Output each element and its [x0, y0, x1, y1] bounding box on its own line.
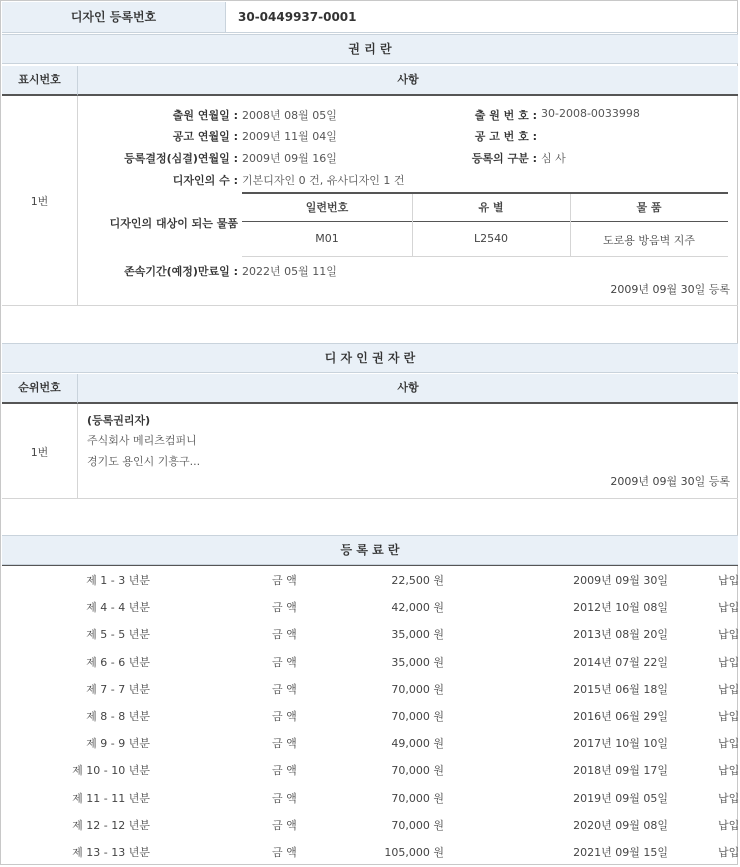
- fee-period: 제 10 - 10 년분: [72, 764, 150, 778]
- rights-row-number: 1번: [30, 195, 49, 208]
- expiry-date-label: 존속기간(예정)만료일 :: [124, 265, 238, 278]
- sub-table-header-serial: 일련번호: [305, 201, 349, 214]
- fee-row: [2, 784, 738, 811]
- owner-row-number: 1번: [30, 446, 49, 459]
- fee-paid-date: 2016년 06월 29일: [573, 710, 668, 723]
- fee-amount: 35,000 원: [391, 655, 444, 669]
- fee-paid-date: 2019년 09월 05일: [573, 791, 668, 805]
- fee-paid-date: 2014년 07월 22일: [573, 655, 668, 669]
- fee-row: [2, 648, 738, 675]
- registration-number-label: 디자인 등록번호: [2, 2, 226, 32]
- fee-status: 납입: [718, 601, 740, 615]
- fee-amount-label: 금 액: [272, 655, 297, 669]
- sub-table-cell-article: 도로용 방음벽 지주: [602, 234, 695, 247]
- fee-amount: 105,000 원: [384, 846, 444, 859]
- application-number-value: 30-2008-0033998: [541, 107, 640, 120]
- fee-paid-date: 2013년 08월 20일: [573, 628, 668, 642]
- owner-section-title: 디 자 인 권 자 란: [2, 343, 738, 373]
- fee-amount-label: 금 액: [272, 791, 297, 805]
- fee-amount: 70,000 원: [391, 791, 444, 805]
- fee-status: 납입: [718, 574, 740, 587]
- rights-section-bottom: [2, 305, 738, 306]
- fee-status: 납입: [718, 846, 740, 859]
- fee-amount-label: 금 액: [272, 818, 297, 832]
- fee-status: 납입: [718, 737, 740, 751]
- application-date-value: 2008년 08월 05일: [242, 109, 337, 122]
- registration-number-value: 30-0449937-0001: [238, 10, 357, 24]
- fee-status: 납입: [718, 791, 740, 805]
- owner-registered-date: 2009년 09월 30일 등록: [610, 475, 730, 488]
- fee-status: 납입: [718, 764, 740, 778]
- publication-date-value: 2009년 11월 04일: [242, 130, 337, 143]
- fee-amount: 42,000 원: [391, 601, 444, 615]
- rights-col-number-header: 표시번호: [2, 66, 77, 96]
- fee-row: [2, 566, 738, 593]
- fee-table: [0, 566, 740, 865]
- fee-period: 제 7 - 7 년분: [86, 682, 150, 696]
- fee-period: 제 13 - 13 년분: [72, 846, 150, 859]
- fee-row: [2, 838, 738, 865]
- fee-row: [2, 675, 738, 702]
- expiry-date-value: 2022년 05월 11일: [242, 265, 337, 278]
- fee-row: [2, 811, 738, 838]
- design-count-value: 기본디자인 0 건, 유사디자인 1 건: [242, 174, 405, 187]
- registration-type-label: 등록의 구분 :: [471, 152, 537, 165]
- fee-paid-date: 2012년 10월 08일: [573, 601, 668, 615]
- owner-role: (등록권리자): [87, 414, 151, 427]
- fee-amount-label: 금 액: [272, 601, 297, 615]
- application-date-label: 출원 연월일 :: [172, 109, 238, 122]
- fee-paid-date: 2009년 09월 30일: [573, 574, 668, 587]
- fee-amount-label: 금 액: [272, 846, 297, 859]
- application-number-label: 출 원 번 호 :: [474, 109, 537, 122]
- rights-section-title: 권 리 란: [2, 34, 738, 64]
- fee-amount: 70,000 원: [391, 682, 444, 696]
- fee-paid-date: 2017년 10월 10일: [573, 737, 668, 751]
- fee-paid-date: 2020년 09월 08일: [573, 818, 668, 832]
- target-article-label: 디자인의 대상이 되는 물품: [109, 217, 238, 230]
- sub-table-cell-serial: M01: [315, 232, 339, 245]
- fee-amount: 22,500 원: [391, 574, 444, 587]
- fee-status: 납입: [718, 682, 740, 696]
- registration-type-value: 심 사: [541, 152, 566, 165]
- publication-date-label: 공고 연월일 :: [172, 130, 238, 143]
- fee-period: 제 12 - 12 년분: [72, 818, 150, 832]
- fee-row: [2, 729, 738, 756]
- fee-row: [2, 756, 738, 783]
- fee-period: 제 9 - 9 년분: [86, 737, 150, 751]
- sub-table-bottom-border: [242, 256, 728, 257]
- owner-col-item-header: 사항: [77, 374, 738, 404]
- owner-section-bottom: [2, 498, 738, 499]
- fee-period: 제 4 - 4 년분: [86, 601, 150, 615]
- fee-amount-label: 금 액: [272, 574, 297, 587]
- fee-amount: 35,000 원: [391, 628, 444, 642]
- sub-table-top-border: [242, 192, 728, 194]
- header-divider: [2, 32, 738, 33]
- rights-column-divider: [77, 96, 78, 305]
- owner-name: 주식회사 메리츠컴퍼니: [87, 434, 197, 447]
- sub-table-col-divider-1: [412, 194, 413, 256]
- design-count-label: 디자인의 수 :: [172, 174, 238, 187]
- rights-col-item-header: 사항: [77, 66, 738, 96]
- sub-table-cell-class: L2540: [473, 232, 509, 245]
- fee-amount-label: 금 액: [272, 628, 297, 642]
- fee-period: 제 1 - 3 년분: [86, 574, 150, 587]
- fee-row: [2, 593, 738, 620]
- decision-date-value: 2009년 09월 16일: [242, 152, 337, 165]
- owner-column-divider: [77, 404, 78, 498]
- sub-table-header-divider: [242, 221, 728, 222]
- fee-period: 제 11 - 11 년분: [72, 791, 150, 805]
- decision-date-label: 등록결정(심결)연월일 :: [124, 152, 238, 165]
- fee-paid-date: 2015년 06월 18일: [573, 682, 668, 696]
- fee-amount: 70,000 원: [391, 818, 444, 832]
- fee-amount-label: 금 액: [272, 764, 297, 778]
- fee-amount-label: 금 액: [272, 710, 297, 723]
- fee-amount: 49,000 원: [391, 737, 444, 751]
- owner-address: 경기도 용인시 기흥구...: [87, 455, 201, 468]
- sub-table-header-class: 유 별: [478, 201, 504, 214]
- fee-row: [2, 702, 738, 729]
- fee-paid-date: 2021년 09월 15일: [573, 846, 668, 859]
- fee-section-title: 등 록 료 란: [2, 535, 738, 565]
- rights-registered-date: 2009년 09월 30일 등록: [610, 283, 730, 296]
- fee-status: 납입: [718, 710, 740, 723]
- owner-col-rank-header: 순위번호: [2, 374, 77, 404]
- fee-amount-label: 금 액: [272, 682, 297, 696]
- fee-period: 제 5 - 5 년분: [86, 628, 150, 642]
- fee-period: 제 8 - 8 년분: [86, 710, 150, 723]
- sub-table-header-article: 물 품: [636, 201, 662, 214]
- fee-amount-label: 금 액: [272, 737, 297, 751]
- fee-row: [2, 620, 738, 647]
- fee-status: 납입: [718, 628, 740, 642]
- fee-status: 납입: [718, 818, 740, 832]
- fee-paid-date: 2018년 09월 17일: [573, 764, 668, 778]
- fee-amount: 70,000 원: [391, 710, 444, 723]
- fee-period: 제 6 - 6 년분: [86, 655, 150, 669]
- fee-amount: 70,000 원: [391, 764, 444, 778]
- fee-status: 납입: [718, 655, 740, 669]
- publication-number-label: 공 고 번 호 :: [474, 130, 537, 143]
